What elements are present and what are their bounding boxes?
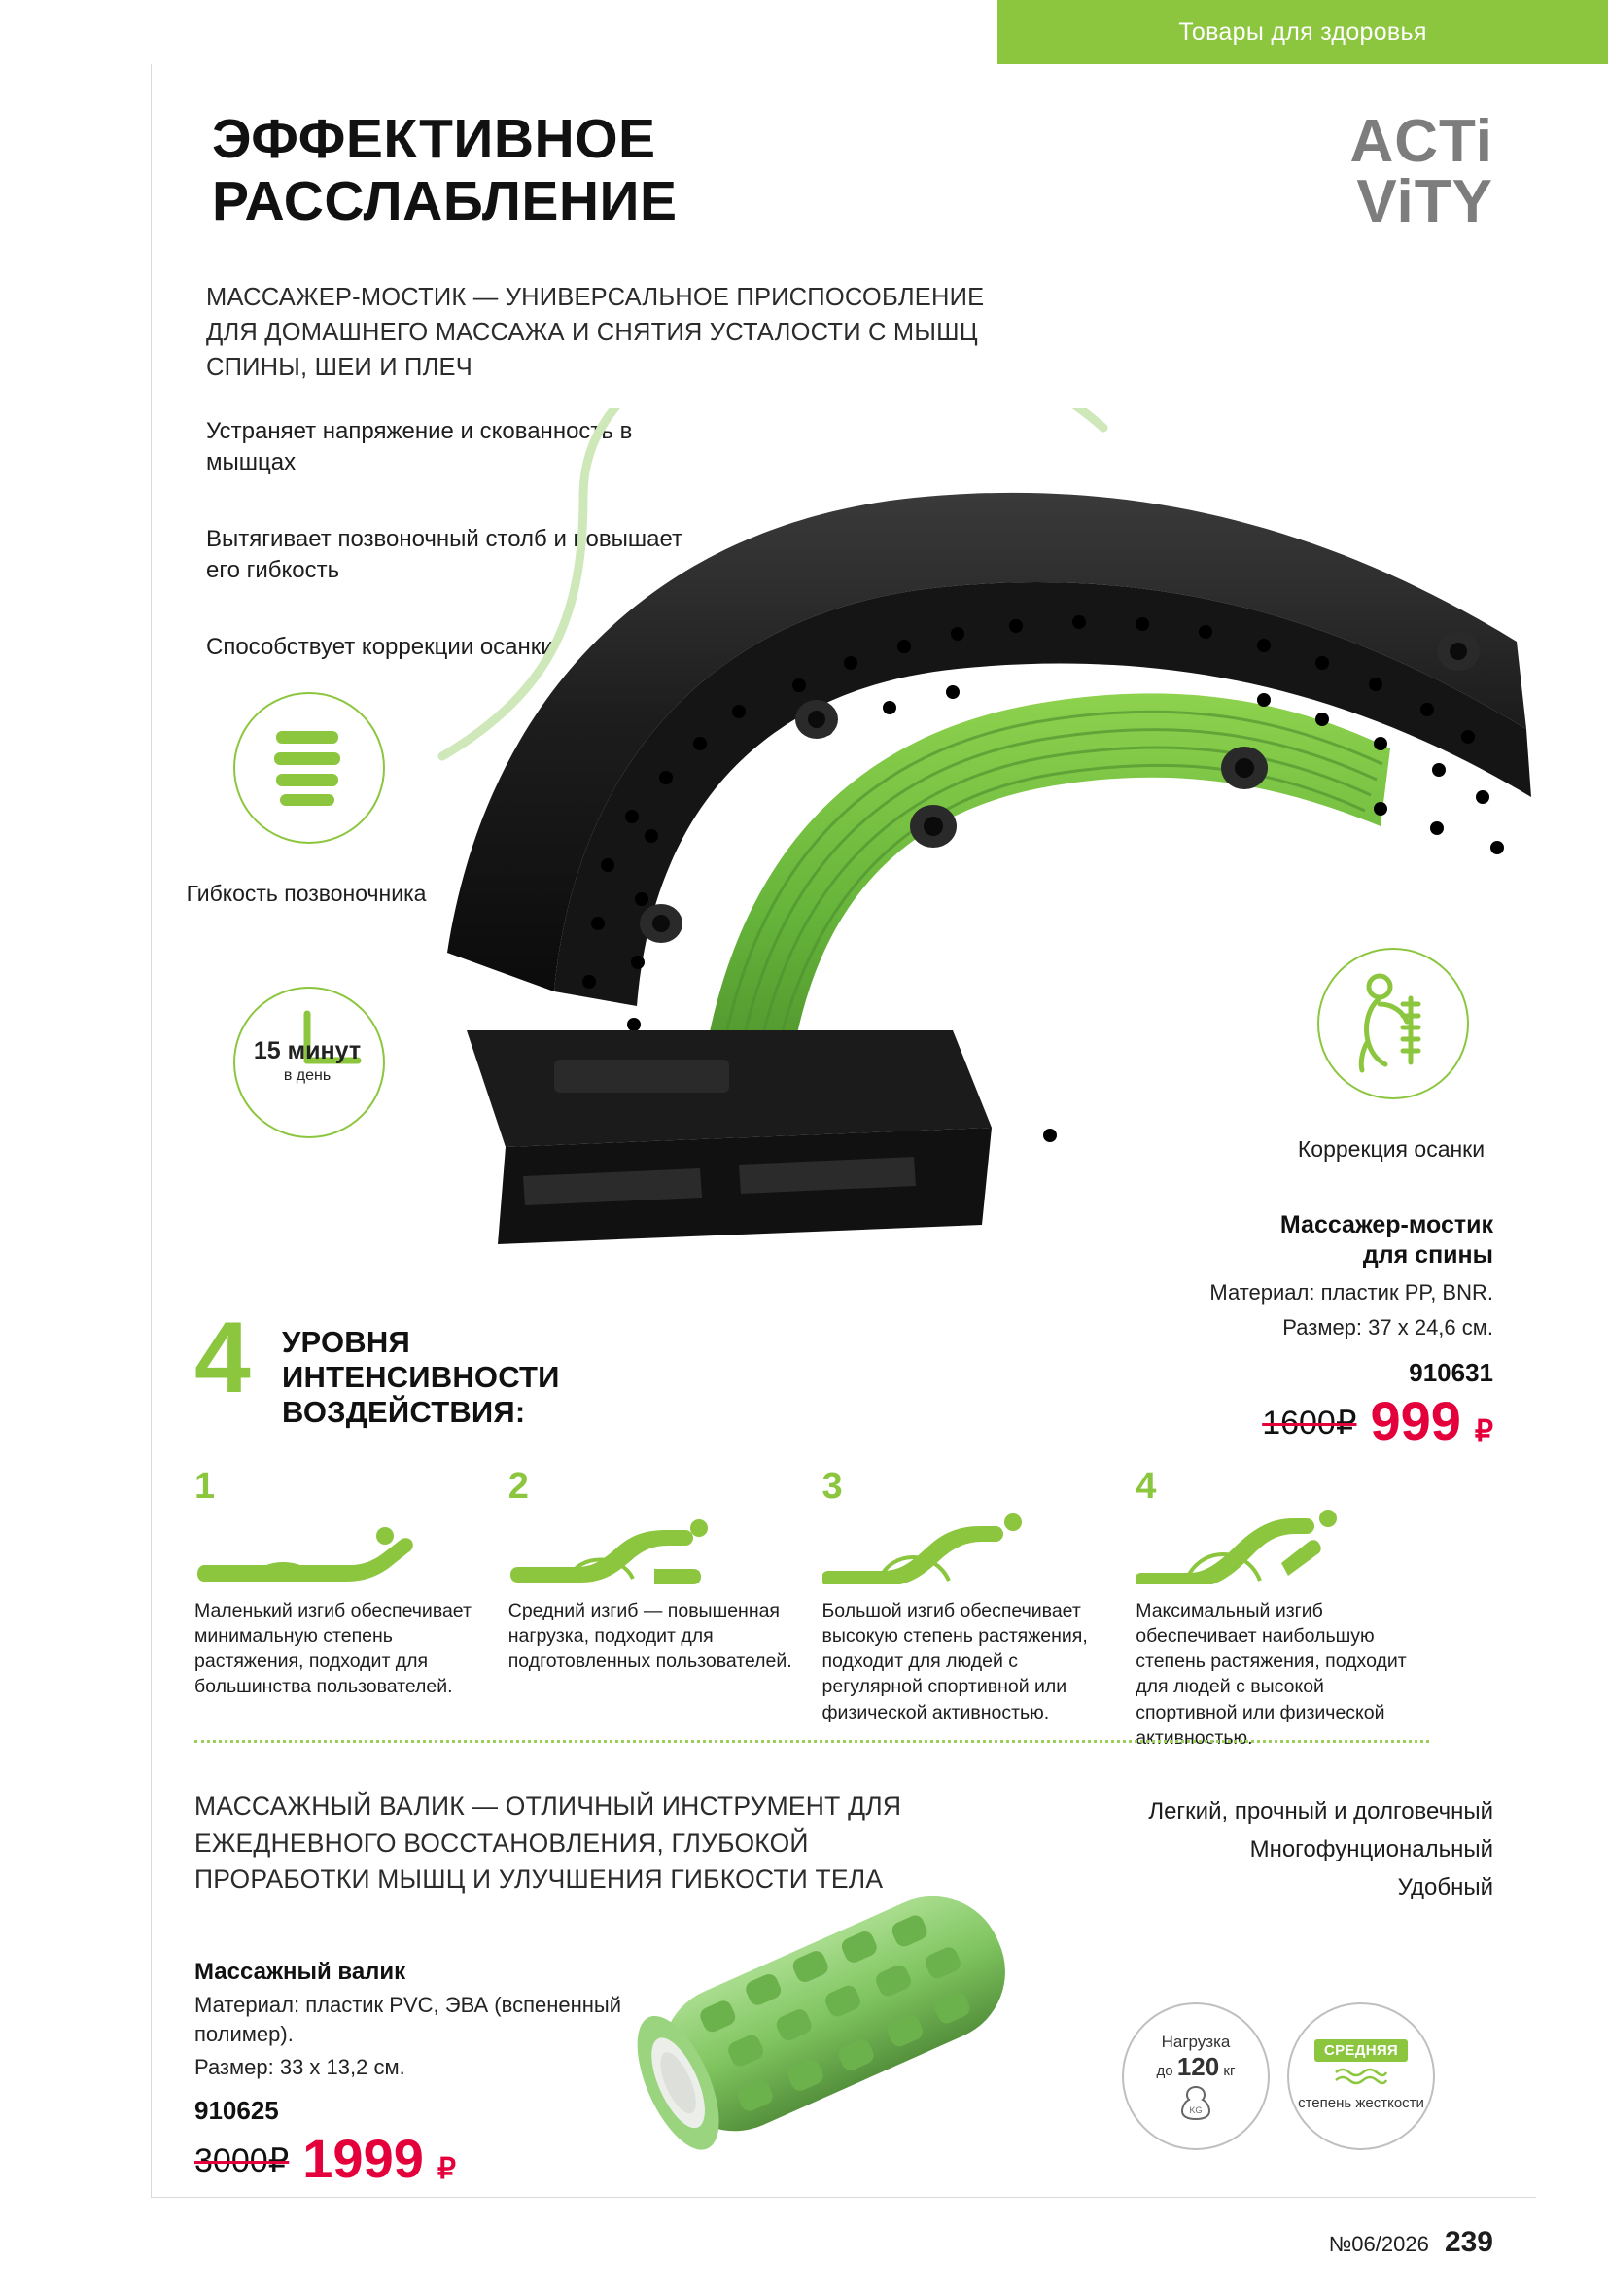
product-name: Массажный валик xyxy=(194,1959,406,1985)
load-prefix: до xyxy=(1156,2063,1173,2079)
roller-headline: МАССАЖНЫЙ ВАЛИК — ОТЛИЧНЫЙ ИНСТРУМЕНТ ДЛЯ ЕЖЕДНЕВНОГО ВОССТАНОВЛЕНИЯ, ГЛУБОКОЙ ПРОРАБОТКИ МЫШЦ И УЛУЧШЕНИЯ ГИБКОСТИ ТЕЛА xyxy=(194,1792,902,1895)
levels-title-line-2: ИНТЕНСИВНОСТИ xyxy=(282,1359,560,1394)
stiffness-badge xyxy=(1287,2002,1435,2150)
headline-line-2: РАССЛАБЛЕНИЕ xyxy=(212,169,678,232)
product-photo-massager xyxy=(408,408,1546,1332)
product-size: Размер: 33 x 13,2 см. xyxy=(194,2055,405,2080)
level-item xyxy=(1136,1468,1424,1751)
benefit-item: Вытягивает позвоночный столб и повышает его гибкость xyxy=(206,525,683,584)
product-photo-roller xyxy=(583,1813,1089,2202)
level-text: Большой изгиб обеспечивает высокую степень растяжения, подходит для людей с регулярной спортивной или физической активностью. xyxy=(821,1600,1088,1723)
roller-feature: Легкий, прочный и долговечный xyxy=(1148,1798,1493,1825)
brand-logo xyxy=(1349,108,1493,235)
level-text: Максимальный изгиб обеспечивает наибольшую степень растяжения, подходит для людей с высокой спортивной или физической активностью. xyxy=(1136,1600,1407,1749)
level-item xyxy=(508,1468,797,1751)
level-number: 4 xyxy=(1136,1466,1157,1507)
level-number: 3 xyxy=(821,1466,843,1507)
time-unit: в день xyxy=(283,1066,332,1084)
load-badge xyxy=(1122,2002,1270,2150)
roller-features xyxy=(1027,1793,1493,1907)
section-divider xyxy=(194,1740,1429,1743)
stiffness-text: степень жесткости xyxy=(1298,2095,1424,2112)
wave-icon xyxy=(1332,2066,1390,2089)
issue-number: №06/2026 xyxy=(1328,2232,1429,2256)
page-footer xyxy=(1329,2226,1493,2259)
load-badge-value xyxy=(1157,2052,1236,2082)
product-info-massager xyxy=(1075,1210,1493,1451)
load-badge-title: Нагрузка xyxy=(1161,2033,1231,2051)
level-figure-1 xyxy=(194,1509,483,1584)
product-name xyxy=(1075,1210,1493,1271)
level-item xyxy=(194,1468,483,1751)
headline-line-1: ЭФФЕКТИВНОЕ xyxy=(212,108,656,170)
levels-columns xyxy=(194,1468,1424,1751)
product-article: 910625 xyxy=(194,2096,279,2126)
levels-title-line-1: УРОВНЯ xyxy=(282,1325,410,1359)
currency-symbol: ₽ xyxy=(437,2153,456,2186)
levels-count: 4 xyxy=(194,1302,251,1414)
level-text: Средний изгиб — повышенная нагрузка, подходит для подготовленных пользователей. xyxy=(507,1600,792,1673)
product-info-roller xyxy=(194,1959,651,2190)
posture-label xyxy=(1264,1135,1519,1165)
level-figure-3 xyxy=(822,1509,1111,1584)
level-text: Маленький изгиб обеспечивает минимальную степень растяжения, подходит для большинства пользователей. xyxy=(194,1600,472,1698)
time-value: 15 минут xyxy=(253,1036,362,1064)
roller-feature: Удобный xyxy=(1397,1873,1493,1900)
price-row xyxy=(194,2128,651,2190)
spine-icon-glyph xyxy=(233,692,381,840)
section-tab-label: Товары для здоровья xyxy=(1178,17,1427,46)
new-price: 1999 xyxy=(302,2128,424,2190)
posture-icon-glyph xyxy=(1317,948,1465,1096)
page-subtitle: МАССАЖЕР-МОСТИК — УНИВЕРСАЛЬНОЕ ПРИСПОСОБЛЕНИЕ ДЛЯ ДОМАШНЕГО МАССАЖА И СНЯТИЯ УСТАЛОСТИ С МЫШЦ СПИНЫ, ШЕИ И ПЛЕЧ xyxy=(206,284,985,382)
page-number: 239 xyxy=(1444,2226,1493,2258)
level-item xyxy=(822,1468,1111,1751)
benefit-item: Устраняет напряжение и скованность в мышцах xyxy=(206,418,633,476)
page-title xyxy=(212,109,990,233)
roller-illustration xyxy=(583,1813,1089,2202)
spine-flexibility-label xyxy=(185,880,428,909)
spine-flexibility-text: Гибкость позвоночника xyxy=(186,881,427,906)
svg-text:KG: KG xyxy=(1189,2105,1203,2115)
posture-text: Коррекция осанки xyxy=(1297,1136,1486,1162)
brand-line-2: ViTY xyxy=(1356,168,1493,235)
new-price: 999 xyxy=(1370,1389,1461,1451)
levels-title xyxy=(282,1325,690,1430)
kettlebell-icon xyxy=(1179,2085,1212,2120)
price-row xyxy=(1075,1389,1493,1451)
load-unit: кг xyxy=(1223,2063,1236,2079)
roller-feature: Многофунциональный xyxy=(1249,1835,1493,1862)
levels-title-line-3: ВОЗДЕЙСТВИЯ: xyxy=(282,1394,526,1429)
product-size: Размер: 37 x 24,6 см. xyxy=(1282,1315,1493,1340)
time-label xyxy=(233,987,381,1134)
level-figure-4 xyxy=(1136,1509,1424,1584)
section-tab xyxy=(997,0,1608,64)
level-number: 2 xyxy=(507,1466,529,1507)
product-name-line-1: Массажер-мостик xyxy=(1279,1211,1493,1238)
level-figure-2 xyxy=(508,1509,797,1584)
old-price: 1600₽ xyxy=(1262,1404,1357,1442)
old-price: 3000₽ xyxy=(194,2142,290,2180)
load-value: 120 xyxy=(1176,2052,1220,2081)
product-name-line-2: для спины xyxy=(1362,1241,1493,1270)
benefit-item: Способствует коррекции осанки xyxy=(206,633,554,660)
stiffness-caption: СРЕДНЯЯ xyxy=(1314,2039,1408,2062)
currency-symbol: ₽ xyxy=(1474,1414,1493,1447)
level-number: 1 xyxy=(194,1466,216,1507)
product-article: 910631 xyxy=(1409,1357,1493,1387)
product-material: Материал: пластик PP, BNR. xyxy=(1209,1279,1493,1305)
brand-line-1: ACTi xyxy=(1349,108,1493,175)
product-material: Материал: пластик PVC, ЭВА (вспененный полимер). xyxy=(194,1993,622,2046)
massager-illustration xyxy=(408,408,1546,1332)
